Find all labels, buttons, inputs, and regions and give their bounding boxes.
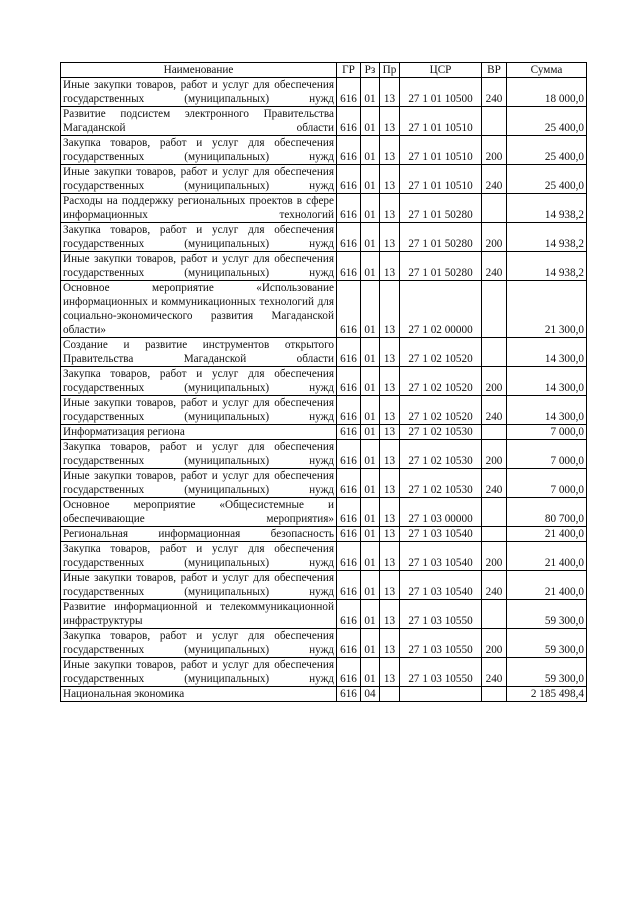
- row-sum: 14 300,0: [507, 367, 587, 396]
- row-gr: 616: [337, 223, 361, 252]
- row-gr: 616: [337, 194, 361, 223]
- table-row: [61, 107, 587, 136]
- row-csr: [400, 687, 482, 702]
- row-rz: 01: [361, 440, 380, 469]
- row-sum: 25 400,0: [507, 136, 587, 165]
- row-name: Основное мероприятие «Общесистемные и обеспечивающие мероприятия»: [61, 498, 337, 527]
- row-csr: 27 1 02 10530: [400, 425, 482, 440]
- row-gr: 616: [337, 165, 361, 194]
- row-sum: 59 300,0: [507, 629, 587, 658]
- row-csr: 27 1 01 10510: [400, 165, 482, 194]
- row-vr: 200: [482, 136, 507, 165]
- row-pr: 13: [380, 223, 400, 252]
- row-gr: 616: [337, 136, 361, 165]
- row-vr: 200: [482, 629, 507, 658]
- table-row: [61, 425, 587, 440]
- row-gr: 616: [337, 527, 361, 542]
- row-pr: 13: [380, 527, 400, 542]
- row-name: Иные закупки товаров, работ и услуг для обеспечения государственных (муниципальных) нужд: [61, 658, 337, 687]
- row-gr: 616: [337, 542, 361, 571]
- row-gr: 616: [337, 338, 361, 367]
- row-name: Иные закупки товаров, работ и услуг для обеспечения государственных (муниципальных) нужд: [61, 78, 337, 107]
- table-row: [61, 78, 587, 107]
- row-name: Закупка товаров, работ и услуг для обеспечения государственных (муниципальных) нужд: [61, 367, 337, 396]
- table-row: [61, 136, 587, 165]
- table-row: [61, 252, 587, 281]
- row-rz: 01: [361, 367, 380, 396]
- row-vr: [482, 498, 507, 527]
- row-name: Национальная экономика: [61, 687, 337, 702]
- row-gr: 616: [337, 281, 361, 338]
- table-header-row: [61, 63, 587, 78]
- row-rz: 01: [361, 527, 380, 542]
- row-rz: 01: [361, 252, 380, 281]
- row-rz: 01: [361, 78, 380, 107]
- row-name: Развитие информационной и телекоммуникационной инфраструктуры: [61, 600, 337, 629]
- row-gr: 616: [337, 571, 361, 600]
- table-row: [61, 542, 587, 571]
- row-pr: 13: [380, 571, 400, 600]
- row-name: Закупка товаров, работ и услуг для обеспечения государственных (муниципальных) нужд: [61, 542, 337, 571]
- row-pr: 13: [380, 658, 400, 687]
- row-sum: 80 700,0: [507, 498, 587, 527]
- row-gr: 616: [337, 687, 361, 702]
- row-pr: 13: [380, 338, 400, 367]
- row-sum: 14 300,0: [507, 396, 587, 425]
- row-vr: 240: [482, 571, 507, 600]
- row-sum: 21 400,0: [507, 542, 587, 571]
- table-row: [61, 687, 587, 702]
- row-rz: 01: [361, 600, 380, 629]
- row-pr: 13: [380, 498, 400, 527]
- header-csr: ЦСР: [400, 63, 482, 78]
- row-name: Региональная информационная безопасность: [61, 527, 337, 542]
- budget-table: [60, 62, 587, 702]
- row-rz: 01: [361, 396, 380, 425]
- row-sum: 21 300,0: [507, 281, 587, 338]
- row-vr: 200: [482, 223, 507, 252]
- row-name: Расходы на поддержку региональных проектов в сфере информационных технологий: [61, 194, 337, 223]
- header-sum: Сумма: [507, 63, 587, 78]
- row-pr: 13: [380, 252, 400, 281]
- table-row: [61, 338, 587, 367]
- row-name: Иные закупки товаров, работ и услуг для обеспечения государственных (муниципальных) нужд: [61, 165, 337, 194]
- row-gr: 616: [337, 107, 361, 136]
- table-row: [61, 498, 587, 527]
- row-name: Иные закупки товаров, работ и услуг для обеспечения государственных (муниципальных) нужд: [61, 252, 337, 281]
- row-rz: 01: [361, 107, 380, 136]
- row-csr: 27 1 02 10530: [400, 469, 482, 498]
- row-pr: 13: [380, 469, 400, 498]
- table-row: [61, 600, 587, 629]
- row-rz: 01: [361, 425, 380, 440]
- row-pr: 13: [380, 542, 400, 571]
- row-rz: 01: [361, 194, 380, 223]
- row-vr: [482, 600, 507, 629]
- table-row: [61, 165, 587, 194]
- row-vr: [482, 107, 507, 136]
- row-vr: 200: [482, 440, 507, 469]
- row-pr: 13: [380, 367, 400, 396]
- table-row: [61, 571, 587, 600]
- row-name: Иные закупки товаров, работ и услуг для обеспечения государственных (муниципальных) нужд: [61, 571, 337, 600]
- row-name: Развитие подсистем электронного Правительства Магаданской области: [61, 107, 337, 136]
- row-csr: 27 1 01 50280: [400, 223, 482, 252]
- row-sum: 14 938,2: [507, 194, 587, 223]
- row-vr: [482, 527, 507, 542]
- row-sum: 25 400,0: [507, 107, 587, 136]
- row-rz: 01: [361, 498, 380, 527]
- row-name: Закупка товаров, работ и услуг для обеспечения государственных (муниципальных) нужд: [61, 440, 337, 469]
- header-name: Наименование: [61, 63, 337, 78]
- row-csr: 27 1 02 10520: [400, 396, 482, 425]
- row-rz: 01: [361, 281, 380, 338]
- row-rz: 01: [361, 338, 380, 367]
- table-row: [61, 367, 587, 396]
- row-csr: 27 1 03 10550: [400, 600, 482, 629]
- row-csr: 27 1 03 10540: [400, 542, 482, 571]
- row-csr: 27 1 01 10500: [400, 78, 482, 107]
- row-name: Закупка товаров, работ и услуг для обеспечения государственных (муниципальных) нужд: [61, 136, 337, 165]
- row-sum: 7 000,0: [507, 425, 587, 440]
- row-gr: 616: [337, 600, 361, 629]
- row-gr: 616: [337, 425, 361, 440]
- row-name: Основное мероприятие «Использование информационных и коммуникационных технологий для социально-экономического развития Магаданской области»: [61, 281, 337, 338]
- row-rz: 01: [361, 629, 380, 658]
- row-sum: 7 000,0: [507, 440, 587, 469]
- row-csr: 27 1 03 10550: [400, 629, 482, 658]
- row-gr: 616: [337, 469, 361, 498]
- row-name: Иные закупки товаров, работ и услуг для обеспечения государственных (муниципальных) нужд: [61, 396, 337, 425]
- row-csr: 27 1 01 50280: [400, 252, 482, 281]
- table-row: [61, 527, 587, 542]
- row-gr: 616: [337, 658, 361, 687]
- row-rz: 04: [361, 687, 380, 702]
- row-pr: 13: [380, 629, 400, 658]
- row-rz: 01: [361, 165, 380, 194]
- row-vr: 200: [482, 367, 507, 396]
- row-vr: [482, 194, 507, 223]
- table-row: [61, 658, 587, 687]
- row-vr: 240: [482, 658, 507, 687]
- row-pr: 13: [380, 136, 400, 165]
- row-csr: 27 1 03 00000: [400, 498, 482, 527]
- row-name: Информатизация региона: [61, 425, 337, 440]
- row-vr: [482, 687, 507, 702]
- row-vr: [482, 281, 507, 338]
- row-pr: 13: [380, 396, 400, 425]
- row-gr: 616: [337, 498, 361, 527]
- table-body: [61, 78, 587, 702]
- table-row: [61, 281, 587, 338]
- row-sum: 7 000,0: [507, 469, 587, 498]
- table-row: [61, 396, 587, 425]
- header-pr: Пр: [380, 63, 400, 78]
- row-sum: 59 300,0: [507, 658, 587, 687]
- table-row: [61, 469, 587, 498]
- row-rz: 01: [361, 223, 380, 252]
- row-sum: 21 400,0: [507, 527, 587, 542]
- row-pr: 13: [380, 194, 400, 223]
- row-gr: 616: [337, 78, 361, 107]
- row-csr: 27 1 02 10530: [400, 440, 482, 469]
- row-gr: 616: [337, 440, 361, 469]
- row-csr: 27 1 02 10520: [400, 338, 482, 367]
- header-gr: ГР: [337, 63, 361, 78]
- row-csr: 27 1 03 10550: [400, 658, 482, 687]
- row-sum: 21 400,0: [507, 571, 587, 600]
- row-rz: 01: [361, 469, 380, 498]
- row-csr: 27 1 02 00000: [400, 281, 482, 338]
- row-rz: 01: [361, 658, 380, 687]
- header-rz: Рз: [361, 63, 380, 78]
- row-csr: 27 1 01 10510: [400, 136, 482, 165]
- row-gr: 616: [337, 252, 361, 281]
- row-sum: 2 185 498,4: [507, 687, 587, 702]
- table-row: [61, 223, 587, 252]
- row-name: Создание и развитие инструментов открытого Правительства Магаданской области: [61, 338, 337, 367]
- row-pr: 13: [380, 107, 400, 136]
- row-gr: 616: [337, 367, 361, 396]
- row-name: Закупка товаров, работ и услуг для обеспечения государственных (муниципальных) нужд: [61, 223, 337, 252]
- row-rz: 01: [361, 571, 380, 600]
- row-pr: 13: [380, 165, 400, 194]
- row-sum: 59 300,0: [507, 600, 587, 629]
- row-sum: 25 400,0: [507, 165, 587, 194]
- row-pr: 13: [380, 425, 400, 440]
- row-vr: [482, 338, 507, 367]
- row-vr: [482, 425, 507, 440]
- row-csr: 27 1 03 10540: [400, 527, 482, 542]
- row-vr: 240: [482, 252, 507, 281]
- row-pr: 13: [380, 78, 400, 107]
- row-rz: 01: [361, 136, 380, 165]
- row-gr: 616: [337, 629, 361, 658]
- row-sum: 14 938,2: [507, 223, 587, 252]
- row-vr: 240: [482, 165, 507, 194]
- row-pr: 13: [380, 600, 400, 629]
- row-sum: 18 000,0: [507, 78, 587, 107]
- row-vr: 240: [482, 78, 507, 107]
- budget-page: [60, 62, 586, 702]
- table-row: [61, 629, 587, 658]
- row-gr: 616: [337, 396, 361, 425]
- row-csr: 27 1 03 10540: [400, 571, 482, 600]
- table-row: [61, 194, 587, 223]
- row-pr: [380, 687, 400, 702]
- row-name: Иные закупки товаров, работ и услуг для обеспечения государственных (муниципальных) нужд: [61, 469, 337, 498]
- header-vr: ВР: [482, 63, 507, 78]
- row-name: Закупка товаров, работ и услуг для обеспечения государственных (муниципальных) нужд: [61, 629, 337, 658]
- row-pr: 13: [380, 440, 400, 469]
- row-sum: 14 938,2: [507, 252, 587, 281]
- row-pr: 13: [380, 281, 400, 338]
- row-vr: 240: [482, 469, 507, 498]
- row-vr: 200: [482, 542, 507, 571]
- row-csr: 27 1 02 10520: [400, 367, 482, 396]
- row-rz: 01: [361, 542, 380, 571]
- row-vr: 240: [482, 396, 507, 425]
- row-csr: 27 1 01 50280: [400, 194, 482, 223]
- row-csr: 27 1 01 10510: [400, 107, 482, 136]
- table-row: [61, 440, 587, 469]
- row-sum: 14 300,0: [507, 338, 587, 367]
